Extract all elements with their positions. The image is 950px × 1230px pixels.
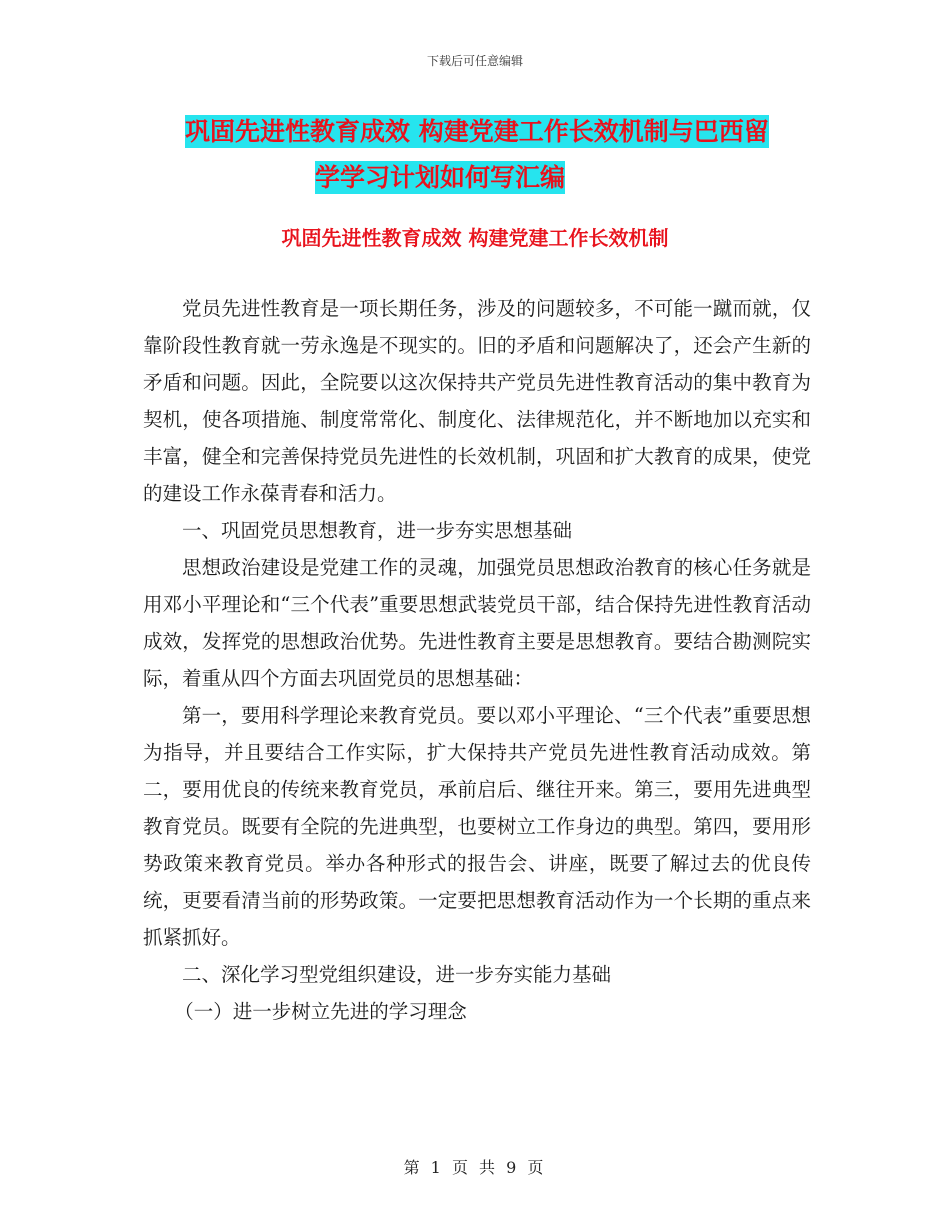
title-highlight-2: 学学习计划如何写汇编 [315, 163, 566, 192]
body-paragraph-3: 第一，要用科学理论来教育党员。要以邓小平理论、“三个代表”重要思想为指导，并且要结合工作实际，扩大保持共产党员先进性教育活动成效。第二，要用优良的传统来教育党员，承前启后、继往开来。第三，要用先进典型教育党员。既要有全院的先进典型，也要树立工作身边的典型。第四，要用形势政策来教育党员。举办各种形式的报告会、讲座，既要了解过去的优良传统，更要看清当前的形势政策。一定要把思想教育活动作为一个长期的重点来抓紧抓好。 [143, 704, 811, 949]
title-highlight-1: 巩固先进性教育成效 构建党建工作长效机制与巴西留 [185, 117, 769, 146]
page-header-note: 下载后可任意编辑 [426, 54, 523, 68]
document-body [143, 290, 811, 1030]
section-heading-2: 二、深化学习型党组织建设，进一步夯实能力基础 [182, 963, 612, 986]
sub-heading-1: （一）进一步树立先进的学习理念 [174, 1000, 467, 1023]
body-paragraph-1: 党员先进性教育是一项长期任务，涉及的问题较多，不可能一蹴而就，仅靠阶段性教育就一劳永逸是不现实的。旧的矛盾和问题解决了，还会产生新的矛盾和问题。因此，全院要以这次保持共产党员先进性教育活动的集中教育为契机，使各项措施、制度常常化、制度化、法律规范化，并不断地加以充实和丰富，健全和完善保持党员先进性的长效机制，巩固和扩大教育的成果，使党的建设工作永葆青春和活力。 [143, 297, 811, 505]
section-title: 巩固先进性教育成效 构建党建工作长效机制 [281, 226, 669, 250]
page-number: 第 1 页 共 9 页 [403, 1158, 547, 1177]
body-paragraph-2: 思想政治建设是党建工作的灵魂，加强党员思想政治教育的核心任务就是用邓小平理论和“三个代表”重要思想武装党员干部，结合保持先进性教育活动成效，发挥党的思想政治优势。先进性教育主要是思想教育。要结合勘测院实际，着重从四个方面去巩固党员的思想基础： [143, 556, 811, 690]
document-title-line-2 [315, 150, 945, 205]
section-heading-1: 一、巩固党员思想教育，进一步夯实思想基础 [182, 519, 573, 542]
